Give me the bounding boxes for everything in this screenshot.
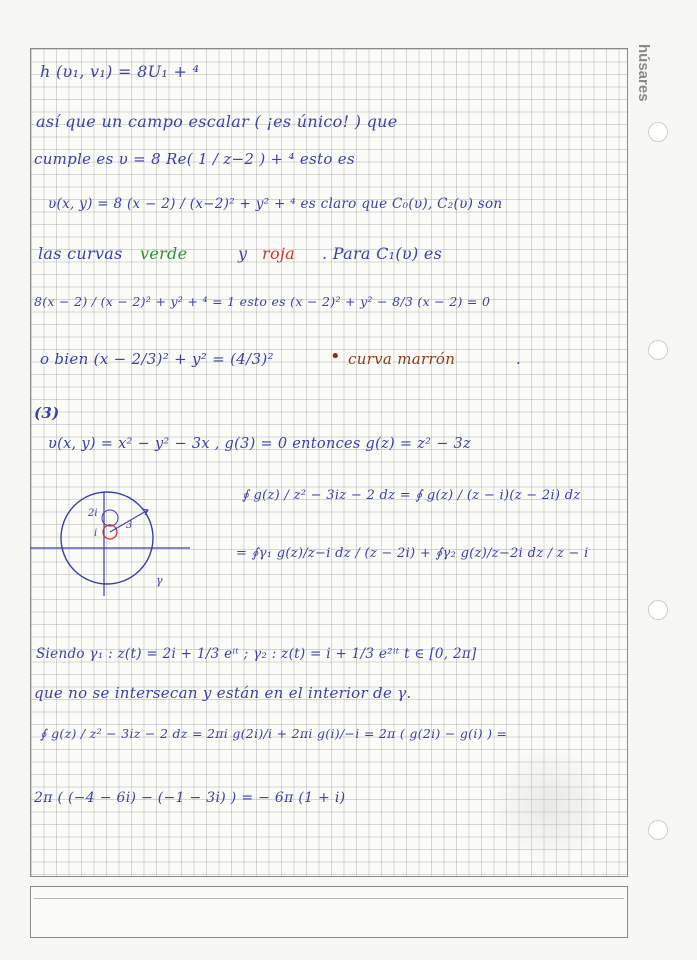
line-6: 8(x − 2) / (x − 2)² + y² + ⁴ = 1 esto es (x − 2)² + y² − 8/3 (x − 2) = 0 xyxy=(34,294,491,309)
line-5-a: las curvas xyxy=(38,244,123,263)
line-3: cumple es υ = 8 Re( 1 / z−2 ) + ⁴ esto es xyxy=(34,150,355,168)
footer-line xyxy=(34,890,624,899)
binder-hole xyxy=(648,340,668,360)
bullet-dot: • xyxy=(330,346,341,367)
section-number: (3) xyxy=(34,404,60,422)
word-curva-marron: curva marrón xyxy=(348,350,456,368)
line-8: υ(x, y) = x² − y² − 3x , g(3) = 0 entonces g(z) = z² − 3z xyxy=(48,436,472,452)
line-12: 2π ( (−4 − 6i) − (−1 − 3i) ) = − 6π (1 + i) xyxy=(34,790,346,806)
word-roja: roja xyxy=(262,244,295,263)
line-7-dot: . xyxy=(516,350,522,368)
line-4: υ(x, y) = 8 (x − 2) / (x−2)² + y² + ⁴ es claro que C₀(υ), C₂(υ) son xyxy=(48,196,503,212)
paper-smudge xyxy=(490,750,610,860)
line-7: o bien (x − 2/3)² + y² = (4/3)² xyxy=(40,350,274,368)
word-y: y xyxy=(238,244,248,263)
integral-1: ∮ g(z) / z² − 3iz − 2 dz = ∮ g(z) / (z − i)(z − 2i) dz xyxy=(242,488,581,503)
integral-2: = ∮γ₁ g(z)/z−i dz / (z − 2i) + ∮γ₂ g(z)/z−2i dz / z − i xyxy=(236,546,589,561)
label-2i: 2i xyxy=(88,508,98,519)
line-5-b: . Para C₁(υ) es xyxy=(322,244,443,263)
contour-diagram xyxy=(30,490,200,600)
binder-hole xyxy=(648,820,668,840)
brand-label: húsares xyxy=(635,44,652,102)
line-1: h (υ₁, v₁) = 8U₁ + ⁴ xyxy=(40,62,200,81)
line-9: Siendo γ₁ : z(t) = 2i + 1/3 eⁱᵗ ; γ₂ : z(t) = i + 1/3 e²ⁱᵗ t ∈ [0, 2π] xyxy=(36,646,477,662)
label-i: i xyxy=(94,528,98,539)
line-2: así que un campo escalar ( ¡es único! ) que xyxy=(36,112,398,131)
label-gamma: γ xyxy=(156,574,163,587)
binder-hole xyxy=(648,600,668,620)
binder-hole xyxy=(648,122,668,142)
line-10: que no se intersecan y están en el interior de γ. xyxy=(34,684,412,702)
word-verde: verde xyxy=(140,244,188,263)
label-radius: 3 xyxy=(126,520,133,531)
line-11: ∮ g(z) / z² − 3iz − 2 dz = 2πi g(2i)/i + 2πi g(i)/−i = 2π ( g(2i) − g(i) ) = xyxy=(40,726,508,741)
